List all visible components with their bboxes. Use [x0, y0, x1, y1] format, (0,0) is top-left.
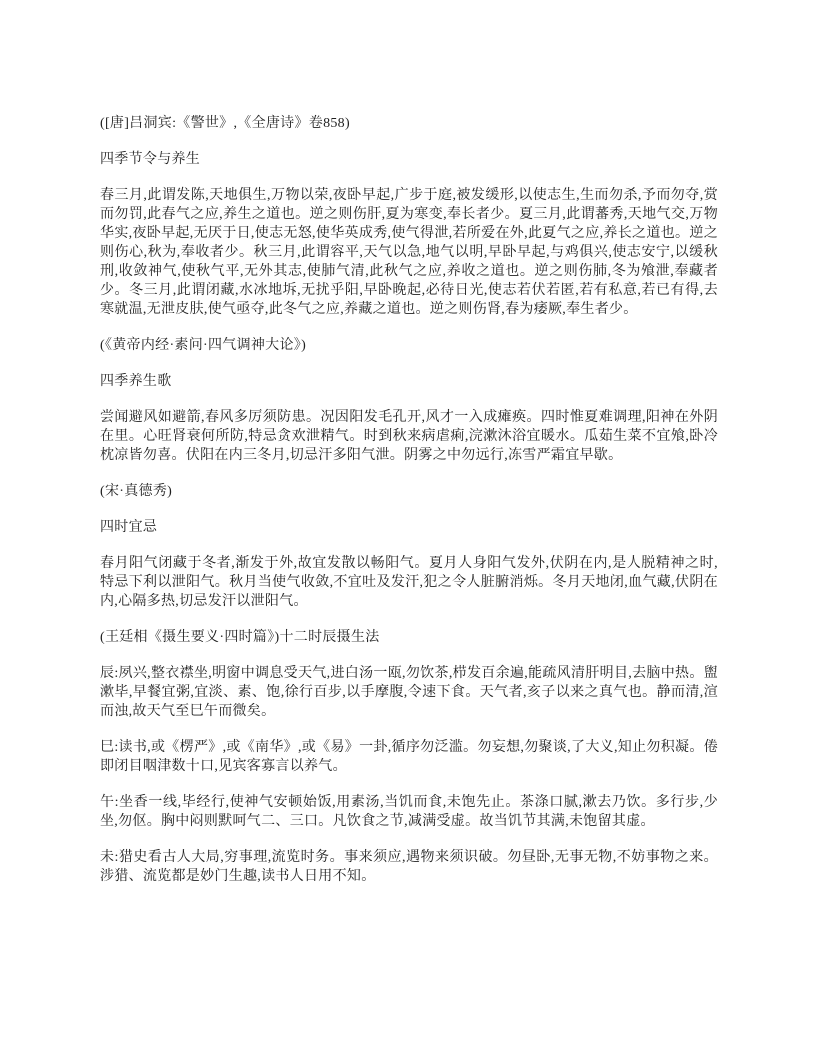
- body-paragraph: 午:坐香一线,毕经行,使神气安顿始饭,用素汤,当饥而食,未饱先止。茶涤口腻,漱去乃饮。多行步,少坐,勿伛。胸中闷则默呵气二、三口。凡饮食之节,减满受虚。故当饥节其满,未饱留其虚。: [100, 795, 718, 829]
- body-paragraph: 巳:读书,或《楞严》,或《南华》,或《易》一卦,循序勿泛滥。勿妄想,勿聚谈,了大义,知止勿积凝。倦即闭目咽津数十口,见宾客寡言以养气。: [100, 740, 718, 774]
- body-paragraph: 尝闻避风如避箭,春风多厉须防患。况因阳发毛孔开,风才一入成瘫痪。四时惟夏难调理,阳神在外阴在里。心旺肾衰何所防,特忌贪欢泄精气。时到秋来病虐痢,浣漱沐浴宜暖水。瓜茹生菜不宜飧,卧冷枕凉皆勿喜。伏阳在内三冬月,切忌汗多阳气泄。阴雾之中勿远行,冻雪严霜宜早歇。: [100, 410, 718, 463]
- source-citation: ([唐]吕洞宾:《警世》,《全唐诗》卷858): [100, 116, 350, 131]
- section-heading: 四季节令与养生: [100, 152, 201, 167]
- body-paragraph: 辰:夙兴,整衣襟坐,明窗中调息受天气,进白汤一瓯,勿饮茶,栉发百余遍,能疏风清肝明目,去脑中热。盥漱毕,早餐宜粥,宜淡、素、饱,徐行百步,以手摩腹,令速下食。天气者,亥子以来之真气也。静而清,渲而浊,故天气至巳午而微矣。: [100, 666, 718, 719]
- source-citation: (《黄帝内经·素问·四气调神大论》): [100, 338, 307, 353]
- body-paragraph: 春三月,此谓发陈,天地俱生,万物以荣,夜卧早起,广步于庭,被发缓形,以使志生,生而勿杀,予而勿夺,赏而勿罚,此春气之应,养生之道也。逆之则伤肝,夏为寒变,奉长者少。夏三月,此谓蕃秀,天地气交,万物华实,夜卧早起,无厌于日,使志无怒,使华英成秀,使气得泄,若所爱在外,此夏气之应,养长之道也。逆之则伤心,秋为,奉收者少。秋三月,此谓容平,天气以急,地气以明,早卧早起,与鸡俱兴,使志安宁,以缓秋刑,收敛神气,使秋气平,无外其志,使肺气清,此秋气之应,养收之道也。逆之则伤肺,冬为飧泄,奉藏者少。冬三月,此谓闭藏,水冰地坼,无扰乎阳,早卧晚起,必待日光,使志若伏若匿,若有私意,若已有得,去寒就温,无泄皮肤,使气亟夺,此冬气之应,养藏之道也。逆之则伤肾,春为痿厥,奉生者少。: [100, 188, 718, 317]
- body-paragraph: 春月阳气闭藏于冬者,渐发于外,故宜发散以畅阳气。夏月人身阳气发外,伏阴在内,是人脱精神之时,特忌下利以泄阳气。秋月当使气收敛,不宜吐及发汗,犯之令人脏腑消烁。冬月天地闭,血气藏,伏阴在内,心隔多热,切忌发汗以泄阳气。: [100, 556, 718, 609]
- source-citation: (王廷相《摄生要义·四时篇》)十二时辰摄生法: [100, 630, 380, 645]
- section-heading: 四时宜忌: [100, 520, 158, 535]
- section-heading: 四季养生歌: [100, 374, 172, 389]
- body-paragraph: 未:猎史看古人大局,穷事理,流览时务。事来须应,遇物来须识破。勿昼卧,无事无物,不妨事物之来。涉猎、流览都是妙门生趣,读书人日用不知。: [100, 850, 718, 884]
- source-citation: (宋·真德秀): [100, 484, 173, 499]
